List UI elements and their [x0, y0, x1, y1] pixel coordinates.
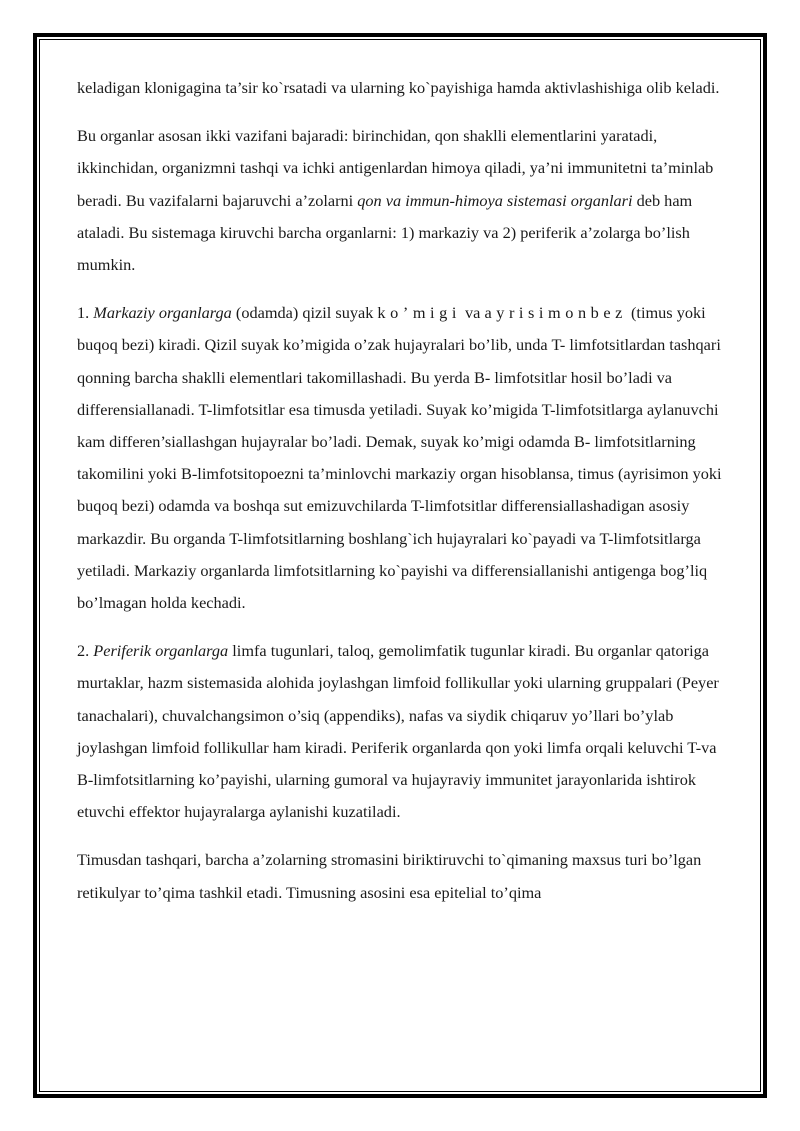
text-run: Bu organlar asosan ikki vazifani bajaradi: birinchidan, qon shaklli elementlarini yaratadi, ikkinchidan, organizmni tashqi va ichki antigenlardan himoya qiladi, ya’ni immunitetni ta’minlab beradi. Bu vazifalarni bajaruvchi a’zolarni [77, 126, 714, 210]
text-run: deb ham ataladi. Bu sistemaga kiruvchi barcha organlarni: 1) markaziy va 2) periferik a’zolarga bo’lish mumkin. [77, 190, 693, 275]
spaced-term: ayrisimonbez [484, 303, 627, 323]
list-number: 2. [77, 641, 94, 661]
document-body [77, 72, 725, 925]
emphasis-term: Markaziy organlarga [93, 303, 232, 323]
emphasis-term: qon va immun-himoya sistemasi organlari [357, 190, 633, 210]
paragraph-functions [77, 120, 725, 281]
paragraph-central-organs [77, 297, 725, 619]
text-run: limfa tugunlari, taloq, gemolimfatik tugunlar kiradi. Bu organlar qatoriga murtaklar, hazm sistemasida alohida joylashgan limfoid follikullar yoki ularning gruppalari (Peyer tanachalari), chuvalchangsimon o’siq (appendiks), nafas va siydik chiqaruv yo’llari bo’ylab joylashgan limfoid follikullar ham kiradi. Periferik organlarda qon yoki limfa orqali keluvchi T-va B-limfotsitlarning ko’payishi, ularning gumoral va hujayraviy immunitet jarayonlarida ishtirok etuvchi effektor hujayralarga aylanishi kuzatiladi. [77, 641, 719, 822]
text-run: (timus yoki buqoq bezi) kiradi. Qizil suyak ko’migida o’zak hujayralari bo’lib, unda T- limfotsitlardan tashqari qonning barcha shaklli elementlari takomillashadi. Bu yerda B- limfotsitlar hosil bo’ladi va differensiallanadi. T-limfotsitlar esa timusda yetiladi. Suyak ko’migida T-limfotsitlarga aylanuvchi kam differen’siallashgan hujayralar bo’ladi. Demak, suyak ko’migi odamda B- limfotsitlarning takomilini yoki B-limfotsitopoezni ta’minlovchi markaziy organ hisoblansa, timus (ayrisimon yoki buqoq bezi) odamda va boshqa sut emizuvchilarda T-limfotsitlar differensiallashadigan asosiy markazdir. Bu organda T-limfotsitlarning boshlang`ich hujayralari ko`payadi va T-limfotsitlarga yetiladi. Markaziy organlarda limfotsitlarning ko`payishi va differensiallanishi antigenga bog’liq bo’lmagan holda kechadi. [77, 303, 722, 613]
emphasis-term: Periferik organlarga [93, 641, 229, 661]
text-run: (odamda) qizil suyak [231, 303, 378, 323]
paragraph-continuation [77, 72, 725, 104]
paragraph-stroma [77, 844, 725, 908]
text-run: va [460, 303, 485, 323]
paragraph-peripheral-organs [77, 635, 725, 828]
text-run: Timusdan tashqari, barcha a’zolarning stromasini biriktiruvchi to`qimaning maxsus turi bo’lgan retikulyar to’qima tashkil etadi. Timusning asosini esa epitelial to’qima [77, 850, 702, 902]
text-run: keladigan klonigagina ta’sir ko`rsatadi va ularning ko`payishiga hamda aktivlashishiga olib keladi. [77, 78, 720, 97]
spaced-term: ko’migi [377, 303, 461, 323]
list-number: 1. [77, 303, 94, 323]
